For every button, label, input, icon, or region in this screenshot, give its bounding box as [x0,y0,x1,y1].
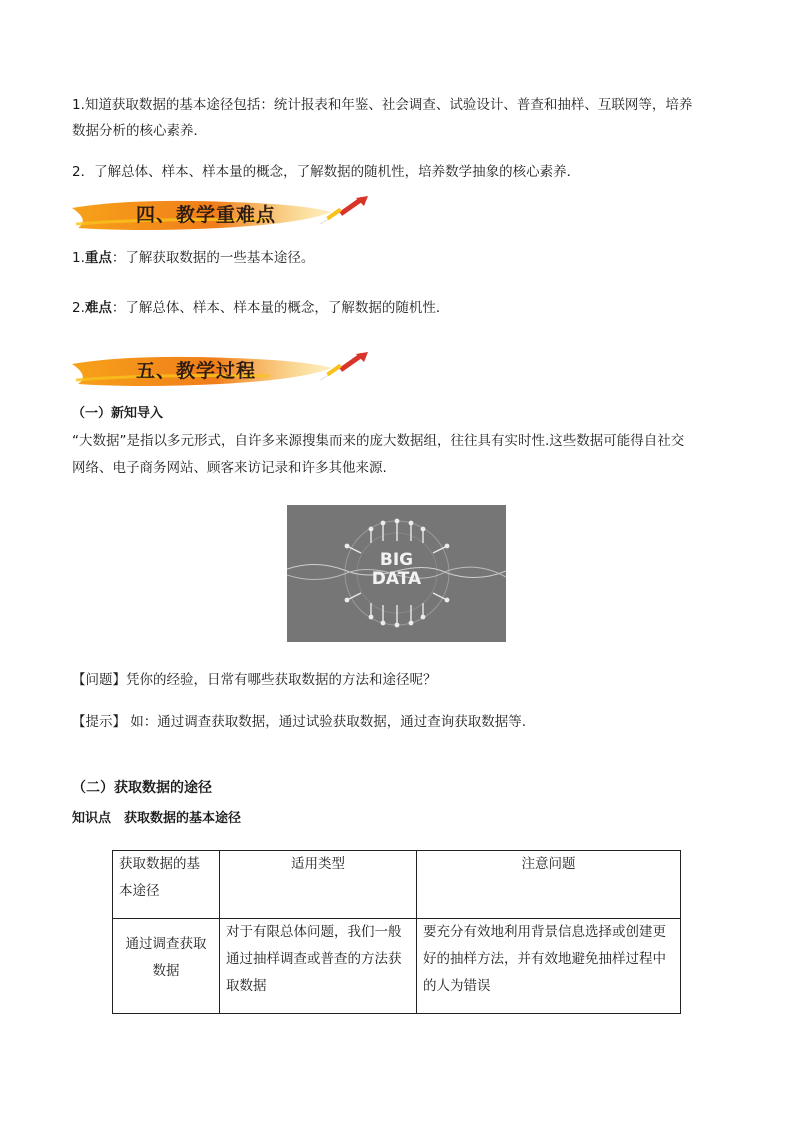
key-point-prefix: 1. [72,250,85,266]
knowledge-point: 知识点 获取数据的基本途径 [72,811,242,826]
key-point-line [72,245,314,271]
difficulty-text: ：了解总体、样本、样本量的概念，了解数据的随机性． [111,300,450,316]
big-data-word-1: BIG [379,550,414,570]
part-2-title: （二）获取数据的途径 [72,780,212,796]
objective-1-line-2: 数据分析的核心素养． [72,123,207,139]
section-5-banner [70,350,380,392]
table-header: 获取数据的基本途径 [113,851,220,919]
part-1-title: （一）新知导入 [72,406,164,421]
intro-line-2: 网络、电子商务网站、顾客来访记录和许多其他来源. [72,460,387,476]
table-cell: 要充分有效地利用背景信息选择或创建更好的抽样方法，并有效地避免抽样过程中的人为错误 [417,919,681,1014]
difficulty-prefix: 2. [72,300,85,316]
table-header: 适用类型 [220,851,417,919]
section-4-banner [70,194,380,236]
key-point-text: ：了解获取数据的一些基本途径。 [111,250,315,266]
objective-1-line-1: 1.知道获取数据的基本途径包括：统计报表和年鉴、社会调查、试验设计、普查和抽样、互联网等，培养 [72,97,693,113]
big-data-image [287,505,506,642]
key-point-label: 重点 [84,250,112,266]
table-header-row [113,851,681,919]
difficulty-line [72,295,449,321]
table-header: 注意问题 [417,851,681,919]
section-5-title: 五、教学过程 [136,360,257,382]
table-cell: 通过调查获取数据 [113,919,220,1014]
hint: 【提示】 如：通过调查获取数据，通过试验获取数据，通过查询获取数据等. [72,714,527,730]
intro-line-1: “大数据”是指以多元形式，自许多来源搜集而来的庞大数据组，往往具有实时性.这些数据可能得自社交 [72,433,685,449]
table-row [113,919,681,1014]
objective-2: 2．了解总体、样本、样本量的概念，了解数据的随机性，培养数学抽象的核心素养． [72,164,581,180]
difficulty-label: 难点 [84,300,112,316]
question: 【问题】凭你的经验，日常有哪些获取数据的方法和途径呢？ [72,672,437,688]
section-4-title: 四、教学重难点 [136,204,277,226]
data-methods-table [112,850,681,1014]
big-data-word-2: DATA [371,569,422,589]
table-cell: 对于有限总体问题，我们一般通过抽样调查或普查的方法获取数据 [220,919,417,1014]
